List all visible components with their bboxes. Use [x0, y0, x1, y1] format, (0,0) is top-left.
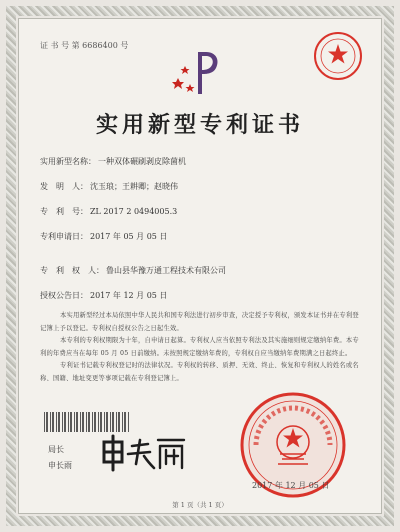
body-paragraph: 本实用新型经过本局依照中华人民共和国专利法进行初步审查，决定授予专利权，颁发本证书并在专利登记簿上予以登记。专利权自授权公告之日起生效。 — [40, 312, 359, 332]
utility-model-name-field — [40, 156, 186, 167]
signatory-name: 申长雨 — [48, 461, 72, 470]
field-value: ZL 2017 2 0494005.3 — [90, 207, 178, 216]
application-date-field — [40, 231, 167, 242]
page-number: 第 1 页（共 1 页） — [172, 501, 228, 509]
barcode — [44, 412, 130, 432]
field-label: 专利申请日： — [40, 232, 88, 241]
grant-date-field — [40, 290, 167, 301]
field-label: 发 明 人： — [40, 182, 88, 191]
corner-stamp-icon — [312, 30, 364, 82]
body-paragraph: 本专利的专利权期限为十年，自申请日起算。专利权人应当依照专利法及其实施细则规定缴纳年费。本专利的年费应当在每年 05 月 05 日前缴纳。未按照规定缴纳年费的，专利权自应当缴纳年费期满之日起终止。 — [40, 337, 359, 357]
field-label: 授权公告日： — [40, 291, 88, 300]
field-label: 实用新型名称： — [40, 157, 96, 166]
field-value: 鲁山县华豫万通工程技术有限公司 — [106, 266, 226, 275]
field-label: 专 利 号： — [40, 207, 88, 216]
field-value: 2017 年 12 月 05 日 — [90, 291, 168, 300]
field-value: 2017 年 05 月 05 日 — [90, 232, 168, 241]
patentee-field — [40, 265, 226, 276]
certificate-title: 实用新型专利证书 — [95, 112, 304, 138]
patent-office-emblem-icon — [172, 48, 228, 98]
issue-date: 2017 年 12 月 05 日 — [252, 481, 330, 490]
signatory-title: 局长 — [48, 445, 64, 454]
field-label: 专 利 权 人： — [40, 266, 104, 275]
field-value: 沈玉琅；王耕卿；赵晓伟 — [90, 182, 178, 191]
inventor-field — [40, 181, 178, 192]
certificate-body — [40, 310, 362, 385]
handwritten-signature-icon — [98, 432, 188, 472]
patent-number-field — [40, 206, 177, 217]
body-paragraph: 专利证书记载专利权登记时的法律状况。专利权的转移、质押、无效、终止、恢复和专利权人的姓名或名称、国籍、地址变更等事项记载在专利登记簿上。 — [40, 362, 359, 382]
certificate-number: 证 书 号 第 6686400 号 — [40, 41, 129, 50]
field-value: 一种双体碾刷剥皮除菌机 — [98, 157, 186, 166]
